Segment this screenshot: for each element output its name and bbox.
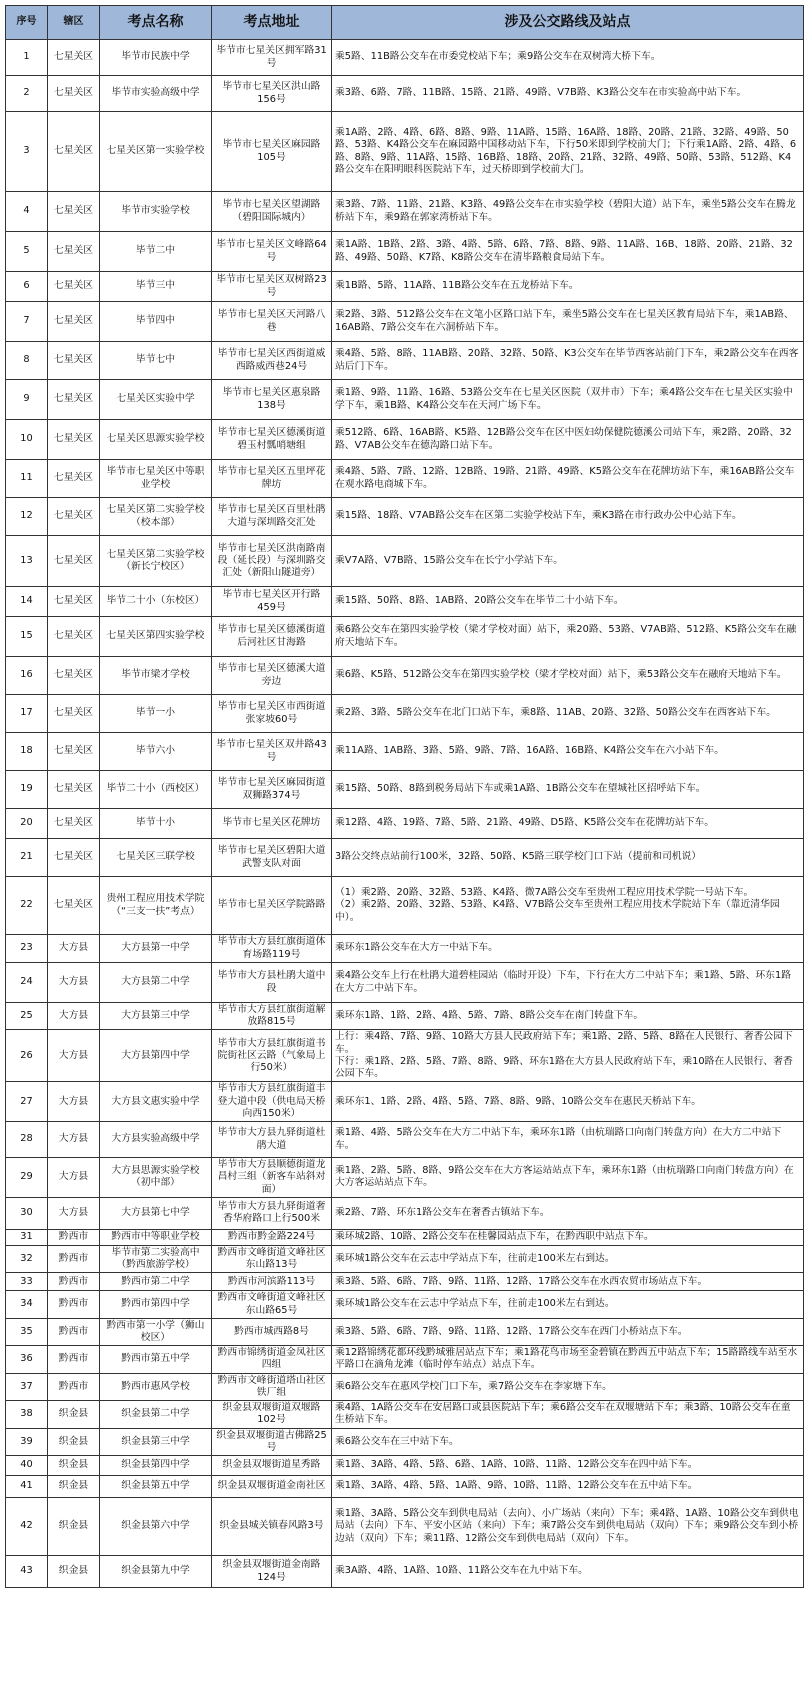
- district-cell: 七星关区: [48, 617, 100, 657]
- venue-address-cell: 毕节市七星关区双井路43号: [212, 733, 332, 771]
- bus-route-cell: 上行：乘4路、7路、9路、10路大方县人民政府站下车；乘1路、2路、5路、8路在人民银行、奢香公园下车。 下行：乘1路、2路、5路、7路、8路、9路、环东1路在大方县人民政府站下车，乘10路在人民银行、奢香公园下车。: [332, 1030, 804, 1082]
- row-number: 31: [6, 1229, 48, 1245]
- bus-route-cell: 乘环城1路公交车在云志中学站点下车，往前走100米左右到达。: [332, 1291, 804, 1318]
- row-number: 28: [6, 1122, 48, 1158]
- bus-route-cell: 乘12路、4路、19路、7路、5路、21路、49路、D5路、K5路公交车在花牌坊站下车。: [332, 809, 804, 839]
- venue-address-cell: 毕节市七星关区麻园路105号: [212, 112, 332, 192]
- district-cell: 大方县: [48, 1082, 100, 1122]
- table-row: [6, 498, 804, 536]
- venue-address-cell: 毕节市七星关区百里杜鹃大道与深圳路交汇处: [212, 498, 332, 536]
- venue-name-cell: 毕节十小: [100, 809, 212, 839]
- row-number: 33: [6, 1273, 48, 1291]
- district-cell: 大方县: [48, 935, 100, 963]
- district-cell: 七星关区: [48, 112, 100, 192]
- header-no: 序号: [6, 6, 48, 40]
- row-number: 2: [6, 76, 48, 112]
- venue-address-cell: 毕节市大方县红旗街道体育场路119号: [212, 935, 332, 963]
- venue-name-cell: 毕节市实验学校: [100, 192, 212, 232]
- table-row: [6, 1498, 804, 1556]
- district-cell: 黔西市: [48, 1229, 100, 1245]
- row-number: 26: [6, 1030, 48, 1082]
- row-number: 18: [6, 733, 48, 771]
- venue-name-cell: 黔西市第二中学: [100, 1273, 212, 1291]
- bus-route-cell: 乘2路、3路、5路公交车在北门口站下车，乘8路、11AB、20路、32路、50路公交车在西客站下车。: [332, 695, 804, 733]
- bus-route-cell: 乘1A路、1B路、2路、3路、4路、5路、6路、7路、8路、9路、11A路、16B、18路、20路、21路、32路、49路、50路、K7路、K8路公交车在清毕路粮食局站下车。: [332, 232, 804, 272]
- bus-route-cell: 乘1路、4路、5路公交车在大方二中站下车，乘环东1路（由杭瑞路口向南门转盘方向）在大方二中站下车。: [332, 1122, 804, 1158]
- bus-route-cell: 乘4路公交车上行在杜鹃大道碧桂园站（临时开设）下车，下行在大方二中站下车；乘1路、5路、环东1路在大方二中站下车。: [332, 963, 804, 1003]
- district-cell: 大方县: [48, 1158, 100, 1198]
- table-row: [6, 587, 804, 617]
- table-row: [6, 733, 804, 771]
- row-number: 17: [6, 695, 48, 733]
- row-number: 35: [6, 1318, 48, 1345]
- bus-route-cell: 乘512路、6路、16AB路、K5路、12B路公交车在区中医妇幼保健院德溪公司站下车，乘2路、20路、32路、V7AB公交车在德沟路口站下车。: [332, 420, 804, 460]
- row-number: 7: [6, 302, 48, 342]
- district-cell: 织金县: [48, 1456, 100, 1476]
- row-number: 21: [6, 839, 48, 877]
- venue-address-cell: 毕节市大方县九驿街道奢香华府路口上行500米: [212, 1197, 332, 1229]
- bus-route-cell: 乘4路、5路、8路、11AB路、20路、32路、50路、K3公交车在毕节西客站前门下车，乘2路公交车在西客站后门下车。: [332, 342, 804, 380]
- table-row: [6, 935, 804, 963]
- venue-address-cell: 毕节市七星关区碧阳大道武警支队对面: [212, 839, 332, 877]
- row-number: 37: [6, 1373, 48, 1400]
- venue-name-cell: 黔西市第五中学: [100, 1346, 212, 1373]
- venue-address-cell: 毕节市大方县红旗街道书院街社区云路（气象局上行50米）: [212, 1030, 332, 1082]
- venue-address-cell: 毕节市七星关区开行路459号: [212, 587, 332, 617]
- bus-route-cell: 乘1B路、5路、11A路、11B路公交车在五龙桥站下车。: [332, 272, 804, 302]
- venue-address-cell: 毕节市七星关区洪山路156号: [212, 76, 332, 112]
- bus-route-cell: 乘3路、7路、11路、21路、K3路、49路公交车在市实验学校（碧阳大道）站下车，乘坐5路公交车在腾龙桥站下车，乘9路在郭家湾桥站下车。: [332, 192, 804, 232]
- table-row: [6, 1158, 804, 1198]
- venue-address-cell: 毕节市大方县红旗街道丰登大道中段（供电局天桥向西150米）: [212, 1082, 332, 1122]
- header-venue-address: 考点地址: [212, 6, 332, 40]
- bus-route-cell: 乘环城1路公交车在云志中学站点下车，往前走100米左右到达。: [332, 1245, 804, 1272]
- exam-venue-table: [5, 5, 804, 1588]
- table-row: [6, 1346, 804, 1373]
- table-row: [6, 1122, 804, 1158]
- district-cell: 七星关区: [48, 192, 100, 232]
- row-number: 10: [6, 420, 48, 460]
- row-number: 4: [6, 192, 48, 232]
- row-number: 38: [6, 1401, 48, 1428]
- venue-name-cell: 毕节市梁才学校: [100, 657, 212, 695]
- bus-route-cell: 乘6路公交车在三中站下车。: [332, 1428, 804, 1455]
- district-cell: 大方县: [48, 1122, 100, 1158]
- row-number: 12: [6, 498, 48, 536]
- district-cell: 七星关区: [48, 498, 100, 536]
- bus-route-cell: 乘12路锦绣花都环线黔城雅居站点下车；乘1路花鸟市场至金碧镇在黔西五中站点下车；15路路线车站至水平路口在滴角龙滩（临时停车站点）站点下车。: [332, 1346, 804, 1373]
- bus-route-cell: 乘环东1、1路、2路、4路、5路、7路、8路、9路、10路公交车在惠民天桥站下车。: [332, 1082, 804, 1122]
- district-cell: 七星关区: [48, 40, 100, 76]
- venue-name-cell: 大方县第四中学: [100, 1030, 212, 1082]
- district-cell: 七星关区: [48, 302, 100, 342]
- venue-address-cell: 毕节市七星关区五里坪花牌坊: [212, 460, 332, 498]
- row-number: 5: [6, 232, 48, 272]
- venue-address-cell: 毕节市七星关区德溪街道后河社区甘海路: [212, 617, 332, 657]
- venue-name-cell: 大方县文惠实验中学: [100, 1082, 212, 1122]
- venue-name-cell: 毕节二十小（西校区）: [100, 771, 212, 809]
- venue-name-cell: 大方县第一中学: [100, 935, 212, 963]
- table-row: [6, 1229, 804, 1245]
- bus-route-cell: （1）乘2路、20路、32路、53路、K4路、微7A路公交车至贵州工程应用技术学院一号站下车。 （2）乘2路、20路、32路、53路、K4路、V7B路公交车至贵州工程应用技术学院站下车（靠近清华园中）。: [332, 877, 804, 935]
- table-row: [6, 963, 804, 1003]
- table-row: [6, 877, 804, 935]
- bus-route-cell: 乘6路公交车在惠风学校门口下车，乘7路公交车在李家塘下车。: [332, 1373, 804, 1400]
- venue-address-cell: 毕节市七星关区麻园街道双狮路374号: [212, 771, 332, 809]
- venue-address-cell: 黔西市文峰街道文峰社区东山路13号: [212, 1245, 332, 1272]
- row-number: 39: [6, 1428, 48, 1455]
- venue-name-cell: 七星关区实验中学: [100, 380, 212, 420]
- district-cell: 织金县: [48, 1401, 100, 1428]
- venue-name-cell: 毕节三中: [100, 272, 212, 302]
- venue-address-cell: 黔西市锦绣街道金凤社区四组: [212, 1346, 332, 1373]
- venue-address-cell: 黔西市河滨路113号: [212, 1273, 332, 1291]
- row-number: 13: [6, 536, 48, 587]
- district-cell: 七星关区: [48, 272, 100, 302]
- row-number: 32: [6, 1245, 48, 1272]
- bus-route-cell: 乘1A路、2路、4路、6路、8路、9路、11A路、15路、16A路、18路、20路、21路、32路、49路、50路、53路、K4路公交车在麻园路中国移动站下车，下行50米即到学校前大门；下行乘1A路、2路、4路、6路、8路、9路、11A路、15路、16B路、18路、20路、21路、32路、49路、50路、53路、512路、K4路公交车在阳明眼科医院站下车，过天桥即到学校前大门。: [332, 112, 804, 192]
- bus-route-cell: 乘2路、7路、环东1路公交车在奢香古镇站下车。: [332, 1197, 804, 1229]
- bus-route-cell: 乘15路、50路、8路、1AB路、20路公交车在毕节二十小站下车。: [332, 587, 804, 617]
- district-cell: 七星关区: [48, 587, 100, 617]
- bus-route-cell: 乘环东1路公交车在大方一中站下车。: [332, 935, 804, 963]
- district-cell: 七星关区: [48, 809, 100, 839]
- venue-address-cell: 毕节市大方县杜鹃大道中段: [212, 963, 332, 1003]
- table-row: [6, 1030, 804, 1082]
- venue-name-cell: 大方县实验高级中学: [100, 1122, 212, 1158]
- district-cell: 七星关区: [48, 232, 100, 272]
- venue-name-cell: 七星关区第四实验学校: [100, 617, 212, 657]
- bus-route-cell: 乘环城2路、10路、2路公交车在桂馨园站点下车，在黔西职中站点下车。: [332, 1229, 804, 1245]
- table-row: [6, 420, 804, 460]
- venue-address-cell: 毕节市七星关区德溪街道碧玉村瓢哨塘组: [212, 420, 332, 460]
- venue-address-cell: 黔西市黔金路224号: [212, 1229, 332, 1245]
- row-number: 22: [6, 877, 48, 935]
- venue-name-cell: 黔西市第四中学: [100, 1291, 212, 1318]
- venue-address-cell: 织金县双堰街道古佛路25号: [212, 1428, 332, 1455]
- venue-name-cell: 毕节一小: [100, 695, 212, 733]
- venue-name-cell: 大方县第二中学: [100, 963, 212, 1003]
- district-cell: 七星关区: [48, 460, 100, 498]
- row-number: 29: [6, 1158, 48, 1198]
- bus-route-cell: 乘2路、3路、512路公交车在文笔小区路口站下车，乘坐5路公交车在七星关区教育局站下车，乘1AB路、16AB路、7路公交车在六洞桥站下车。: [332, 302, 804, 342]
- district-cell: 黔西市: [48, 1273, 100, 1291]
- venue-address-cell: 黔西市城西路8号: [212, 1318, 332, 1345]
- table-row: [6, 1197, 804, 1229]
- table-row: [6, 839, 804, 877]
- venue-name-cell: 毕节市七星关区中等职业学校: [100, 460, 212, 498]
- venue-name-cell: 织金县第九中学: [100, 1556, 212, 1588]
- bus-route-cell: 乘3路、5路、6路、7路、9路、11路、12路、17路公交车在水西农贸市场站点下车。: [332, 1273, 804, 1291]
- district-cell: 织金县: [48, 1428, 100, 1455]
- row-number: 1: [6, 40, 48, 76]
- venue-name-cell: 织金县第六中学: [100, 1498, 212, 1556]
- district-cell: 七星关区: [48, 76, 100, 112]
- row-number: 3: [6, 112, 48, 192]
- row-number: 41: [6, 1476, 48, 1498]
- district-cell: 黔西市: [48, 1291, 100, 1318]
- venue-name-cell: 毕节六小: [100, 733, 212, 771]
- row-number: 15: [6, 617, 48, 657]
- venue-name-cell: 七星关区思源实验学校: [100, 420, 212, 460]
- table-row: [6, 192, 804, 232]
- row-number: 6: [6, 272, 48, 302]
- venue-name-cell: 七星关区第一实验学校: [100, 112, 212, 192]
- venue-address-cell: 黔西市文峰街道塔山社区铁厂组: [212, 1373, 332, 1400]
- row-number: 36: [6, 1346, 48, 1373]
- table-row: [6, 771, 804, 809]
- venue-address-cell: 黔西市文峰街道文峰社区东山路65号: [212, 1291, 332, 1318]
- venue-address-cell: 织金县双堰街道金南社区: [212, 1476, 332, 1498]
- row-number: 34: [6, 1291, 48, 1318]
- district-cell: 七星关区: [48, 380, 100, 420]
- row-number: 23: [6, 935, 48, 963]
- row-number: 19: [6, 771, 48, 809]
- district-cell: 黔西市: [48, 1373, 100, 1400]
- row-number: 43: [6, 1556, 48, 1588]
- bus-route-cell: 乘3A路、4路、1A路、10路、11路公交车在九中站下车。: [332, 1556, 804, 1588]
- table-row: [6, 40, 804, 76]
- venue-address-cell: 毕节市七星关区双树路23号: [212, 272, 332, 302]
- district-cell: 七星关区: [48, 536, 100, 587]
- table-row: [6, 1556, 804, 1588]
- venue-name-cell: 黔西市第一小学（狮山校区）: [100, 1318, 212, 1345]
- table-row: [6, 617, 804, 657]
- district-cell: 七星关区: [48, 771, 100, 809]
- venue-address-cell: 毕节市七星关区望湖路（碧阳国际城内）: [212, 192, 332, 232]
- bus-route-cell: 乘11A路、1AB路、3路、5路、9路、7路、16A路、16B路、K4路公交车在六小站下车。: [332, 733, 804, 771]
- bus-route-cell: 乘3路、5路、6路、7路、9路、11路、12路、17路公交车在西门小桥站点下车。: [332, 1318, 804, 1345]
- bus-route-cell: 乘4路、1A路公交车在安居路口或县医院站下车；乘6路公交车在双堰塘站下车；乘3路、10路公交车在童生桥站下车。: [332, 1401, 804, 1428]
- table-row: [6, 1273, 804, 1291]
- row-number: 9: [6, 380, 48, 420]
- district-cell: 七星关区: [48, 420, 100, 460]
- table-row: [6, 1003, 804, 1030]
- venue-name-cell: 织金县第四中学: [100, 1456, 212, 1476]
- venue-name-cell: 七星关区三联学校: [100, 839, 212, 877]
- table-row: [6, 1456, 804, 1476]
- venue-name-cell: 黔西市中等职业学校: [100, 1229, 212, 1245]
- bus-route-cell: 乘环东1路、1路、2路、4路、5路、7路、8路公交车在南门转盘下车。: [332, 1003, 804, 1030]
- venue-name-cell: 七星关区第二实验学校（新长宁校区）: [100, 536, 212, 587]
- table-row: [6, 536, 804, 587]
- bus-route-cell: 乘1路、3A路、4路、5路、6路、1A路、10路、11路、12路公交车在四中站下车。: [332, 1456, 804, 1476]
- venue-name-cell: 织金县第三中学: [100, 1428, 212, 1455]
- bus-route-cell: 乘15路、50路、8路到税务局站下车或乘1A路、1B路公交车在望城社区招呼站下车。: [332, 771, 804, 809]
- venue-name-cell: 大方县思源实验学校（初中部）: [100, 1158, 212, 1198]
- bus-route-cell: 乘5路、11B路公交车在市委党校站下车；乘9路公交车在双树湾大桥下车。: [332, 40, 804, 76]
- header-district: 辖区: [48, 6, 100, 40]
- table-row: [6, 1401, 804, 1428]
- table-row: [6, 76, 804, 112]
- venue-name-cell: 织金县第五中学: [100, 1476, 212, 1498]
- table-row: [6, 809, 804, 839]
- bus-route-cell: 乘1路、3A路、5路公交车到供电局站（去向）、小广场站（来向）下车；乘4路、1A路、10路公交车到供电局站（去向）下车、平安小区站（来向）下车；乘7路公交车到供电局站（双向）下车；乘9路公交车到小桥边站（双向）下车；乘11路、12路公交车到供电局站（双向）下车。: [332, 1498, 804, 1556]
- venue-address-cell: 毕节市七星关区文峰路64号: [212, 232, 332, 272]
- district-cell: 织金县: [48, 1498, 100, 1556]
- venue-address-cell: 毕节市大方县九驿街道杜鹃大道: [212, 1122, 332, 1158]
- venue-name-cell: 毕节七中: [100, 342, 212, 380]
- district-cell: 七星关区: [48, 733, 100, 771]
- venue-address-cell: 毕节市七星关区德溪大道旁边: [212, 657, 332, 695]
- table-row: [6, 460, 804, 498]
- district-cell: 七星关区: [48, 695, 100, 733]
- venue-address-cell: 毕节市大方县顺德街道龙昌村三组（新客车站斜对面）: [212, 1158, 332, 1198]
- venue-name-cell: 黔西市惠风学校: [100, 1373, 212, 1400]
- bus-route-cell: 乘6路公交车在第四实验学校（梁才学校对面）站下，乘20路、53路、V7AB路、512路、K5路公交车在融府天地站下车。: [332, 617, 804, 657]
- row-number: 14: [6, 587, 48, 617]
- district-cell: 黔西市: [48, 1346, 100, 1373]
- venue-address-cell: 织金县双堰街道金南路124号: [212, 1556, 332, 1588]
- table-row: [6, 1245, 804, 1272]
- row-number: 40: [6, 1456, 48, 1476]
- district-cell: 织金县: [48, 1476, 100, 1498]
- table-row: [6, 272, 804, 302]
- header-bus-routes: 涉及公交路线及站点: [332, 6, 804, 40]
- venue-name-cell: 毕节四中: [100, 302, 212, 342]
- venue-name-cell: 毕节二十小（东校区）: [100, 587, 212, 617]
- table-row: [6, 1373, 804, 1400]
- venue-address-cell: 毕节市七星关区西街道威西路威西巷24号: [212, 342, 332, 380]
- row-number: 27: [6, 1082, 48, 1122]
- venue-name-cell: 毕节市第二实验高中（黔西旅游学校）: [100, 1245, 212, 1272]
- table-row: [6, 657, 804, 695]
- table-header-row: [6, 6, 804, 40]
- table-row: [6, 1428, 804, 1455]
- row-number: 16: [6, 657, 48, 695]
- table-row: [6, 1082, 804, 1122]
- bus-route-cell: 乘4路、5路、7路、12路、12B路、19路、21路、49路、K5路公交车在花牌坊站下车，乘16AB路公交车在观水路电商城下车。: [332, 460, 804, 498]
- venue-name-cell: 贵州工程应用技术学院（“三支一扶”考点）: [100, 877, 212, 935]
- venue-name-cell: 七星关区第二实验学校（校本部）: [100, 498, 212, 536]
- district-cell: 大方县: [48, 1197, 100, 1229]
- bus-route-cell: 乘6路、K5路、512路公交车在第四实验学校（梁才学校对面）站下，乘53路公交车在融府天地站下车。: [332, 657, 804, 695]
- bus-route-cell: 乘1路、3A路、4路、5路、1A路、9路、10路、11路、12路公交车在五中站下车。: [332, 1476, 804, 1498]
- district-cell: 七星关区: [48, 839, 100, 877]
- district-cell: 织金县: [48, 1556, 100, 1588]
- venue-name-cell: 织金县第二中学: [100, 1401, 212, 1428]
- header-venue-name: 考点名称: [100, 6, 212, 40]
- row-number: 42: [6, 1498, 48, 1556]
- bus-route-cell: 乘3路、6路、7路、11B路、15路、21路、49路、V7B路、K3路公交车在市实验高中站下车。: [332, 76, 804, 112]
- row-number: 25: [6, 1003, 48, 1030]
- venue-address-cell: 毕节市七星关区惠泉路138号: [212, 380, 332, 420]
- table-row: [6, 1291, 804, 1318]
- row-number: 20: [6, 809, 48, 839]
- venue-address-cell: 毕节市七星关区市西街道张家坡60号: [212, 695, 332, 733]
- table-row: [6, 380, 804, 420]
- row-number: 8: [6, 342, 48, 380]
- bus-route-cell: 乘V7A路、V7B路、15路公交车在长宁小学站下车。: [332, 536, 804, 587]
- bus-route-cell: 乘1路、9路、11路、16路、53路公交车在七星关区医院（双井市）下车；乘4路公交车在七星关区实验中学下车，乘1B路、K4路公交车在天河广场下车。: [332, 380, 804, 420]
- table-row: [6, 302, 804, 342]
- district-cell: 大方县: [48, 963, 100, 1003]
- venue-address-cell: 毕节市大方县红旗街道解放路815号: [212, 1003, 332, 1030]
- table-row: [6, 232, 804, 272]
- venue-address-cell: 织金县城关镇春风路3号: [212, 1498, 332, 1556]
- venue-name-cell: 毕节市实验高级中学: [100, 76, 212, 112]
- venue-address-cell: 毕节市七星关区学院路路: [212, 877, 332, 935]
- table-row: [6, 695, 804, 733]
- district-cell: 大方县: [48, 1030, 100, 1082]
- venue-address-cell: 织金县双堰街道双堰路102号: [212, 1401, 332, 1428]
- bus-route-cell: 乘15路、18路、V7AB路公交车在区第二实验学校站下车，乘K3路在市行政办公中心站下车。: [332, 498, 804, 536]
- exam-venue-table-container: [5, 5, 803, 1588]
- venue-address-cell: 毕节市七星关区洪南路南段（延长段）与深圳路交汇处（新阳山隧道旁）: [212, 536, 332, 587]
- venue-name-cell: 毕节二中: [100, 232, 212, 272]
- district-cell: 七星关区: [48, 657, 100, 695]
- row-number: 24: [6, 963, 48, 1003]
- district-cell: 大方县: [48, 1003, 100, 1030]
- table-row: [6, 342, 804, 380]
- venue-address-cell: 毕节市七星关区天河路八巷: [212, 302, 332, 342]
- venue-name-cell: 毕节市民族中学: [100, 40, 212, 76]
- table-row: [6, 1476, 804, 1498]
- district-cell: 七星关区: [48, 342, 100, 380]
- district-cell: 黔西市: [48, 1318, 100, 1345]
- table-row: [6, 1318, 804, 1345]
- venue-name-cell: 大方县第七中学: [100, 1197, 212, 1229]
- venue-address-cell: 毕节市七星关区花牌坊: [212, 809, 332, 839]
- row-number: 11: [6, 460, 48, 498]
- table-body: [6, 40, 804, 1588]
- row-number: 30: [6, 1197, 48, 1229]
- table-row: [6, 112, 804, 192]
- district-cell: 黔西市: [48, 1245, 100, 1272]
- bus-route-cell: 乘1路、2路、5路、8路、9路公交车在大方客运站站点下车，乘环东1路（由杭瑞路口向南门转盘方向）在大方客运站站点下车。: [332, 1158, 804, 1198]
- district-cell: 七星关区: [48, 877, 100, 935]
- venue-address-cell: 毕节市七星关区拥军路31号: [212, 40, 332, 76]
- venue-address-cell: 织金县双堰街道星秀路: [212, 1456, 332, 1476]
- bus-route-cell: 3路公交终点站前行100米，32路、50路、K5路三联学校门口下站（提前和司机说）: [332, 839, 804, 877]
- venue-name-cell: 大方县第三中学: [100, 1003, 212, 1030]
